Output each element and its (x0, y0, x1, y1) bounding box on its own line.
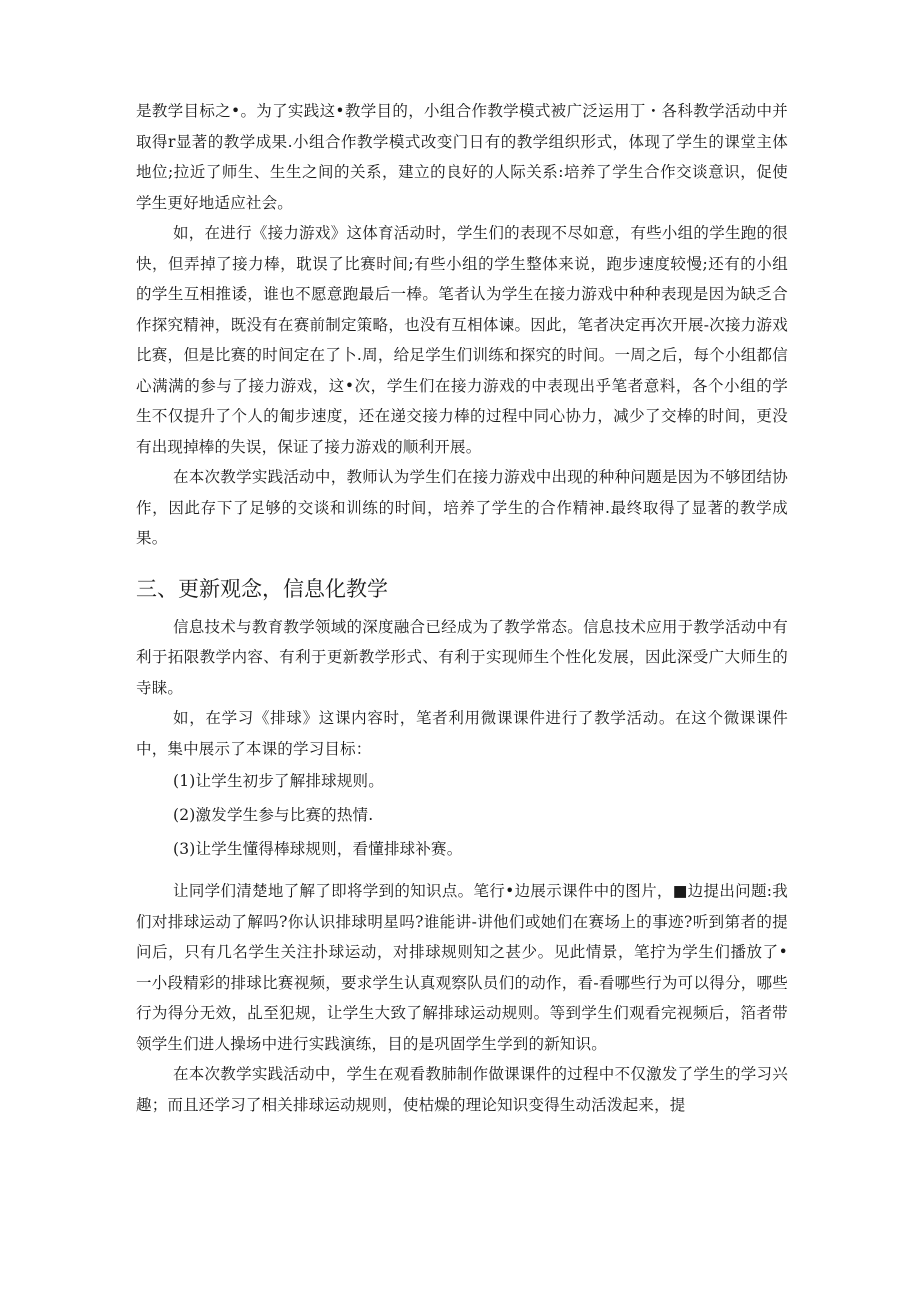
paragraph: 如，在学习《排球》这课内容时，笔者利用微课课件进行了教学活动。在这个微课课件中，集中展示了本课的学习目标： (136, 709, 788, 758)
paragraph: 如，在进行《接力游戏》这体育活动时，学生们的表现不尽如意，有些小组的学生跑的很快，但弄掉了接力棒，耽误了比赛时间;有些小组的学生整体来说，跑步速度较慢;还有的小组的学生互相推诿，谁也不愿意跑最后一棒。笔者认为学生在接力游戏中种种表现是因为缺乏合作探究精神，既没有在赛前制定策略，也没有互相体谏。因此，笔者决定再次开展-次接力游戏比赛，但是比赛的时间定在了卜.周，给足学生们训练和探究的时间。一周之后，每个小组都信心满满的参与了接力游戏，这•次，学生们在接力游戏的中表现出乎笔者意料，各个小组的学生不仅提升了个人的匍步速度，还在递交接力棒的过程中同心协力，减少了交棒的时间，更没有出现掉棒的失误，保证了接力游戏的顺利开展。 (136, 224, 788, 456)
section-heading: 三、更新观念，信息化教学 (136, 576, 388, 601)
paragraph: 信息技术与教育教学领域的深度融合已经成为了教学常态。信息技术应用于教学活动中有利于拓限教学内容、有利于更新教学形式、有利于实现师生个性化发展，因此深受广大师生的寺睐。 (136, 617, 788, 697)
list-item: (1)让学生初步了解排球规则。 (173, 772, 384, 790)
paragraph: 在本次教学实践活动中，学生在观看教肺制作做课课件的过程中不仅激发了学生的学习兴趣；而且还学习了相关排球运动规则，使枯燥的理论知识变得生动活泼起来，提 (136, 1065, 788, 1114)
document-page (136, 96, 788, 1120)
spacer (136, 866, 788, 876)
paragraph: 是教学目标之•。为了实践这•教学目的，小组合作教学模式被广泛运用丁・各科教学活动中并取得r显著的教学成果.小组合作教学模式改变门日有的教学组织形式，体现了学生的课堂主体地位;拉近了师生、生生之间的关系，建立的良好的人际关系:培养了学生合作交谈意识，促使学生更好地适应社会。 (136, 102, 788, 212)
paragraph: 在本次教学实践活动中，教师认为学生们在接力游戏中出现的种种问题是因为不够团结协作，因此存下了足够的交谈和训练的时间，培养了学生的合作精神.最终取得了显著的教学成果。 (136, 468, 788, 547)
list-item: (3)让学生懂得棒球规则，看懂排球补赛。 (173, 840, 463, 858)
paragraph: 让同学们清楚地了解了即将学到的知识点。笔行•边展示课件中的图片，■边提出问题:我们对排球运动了解吗?你认识排球明星吗?谁能讲-讲他们或她们在赛场上的事迹?听到第者的提问后，只有几名学生关注扑球运动，对排球规则知之甚少。见此情景，笔拧为学生们播放了•一小段精彩的排球比赛视频，要求学生认真观察队员们的动作，看-看哪些行为可以得分，哪些行为得分无效，乩至犯规，让学生大致了解排球运动规则。等到学生们观看完视频后，箔者带领学生们进人操场中进行实践演练，目的是巩固学生学到的新知识。 (136, 882, 788, 1053)
list-item: (2)激发学生参与比赛的热情. (173, 806, 374, 824)
